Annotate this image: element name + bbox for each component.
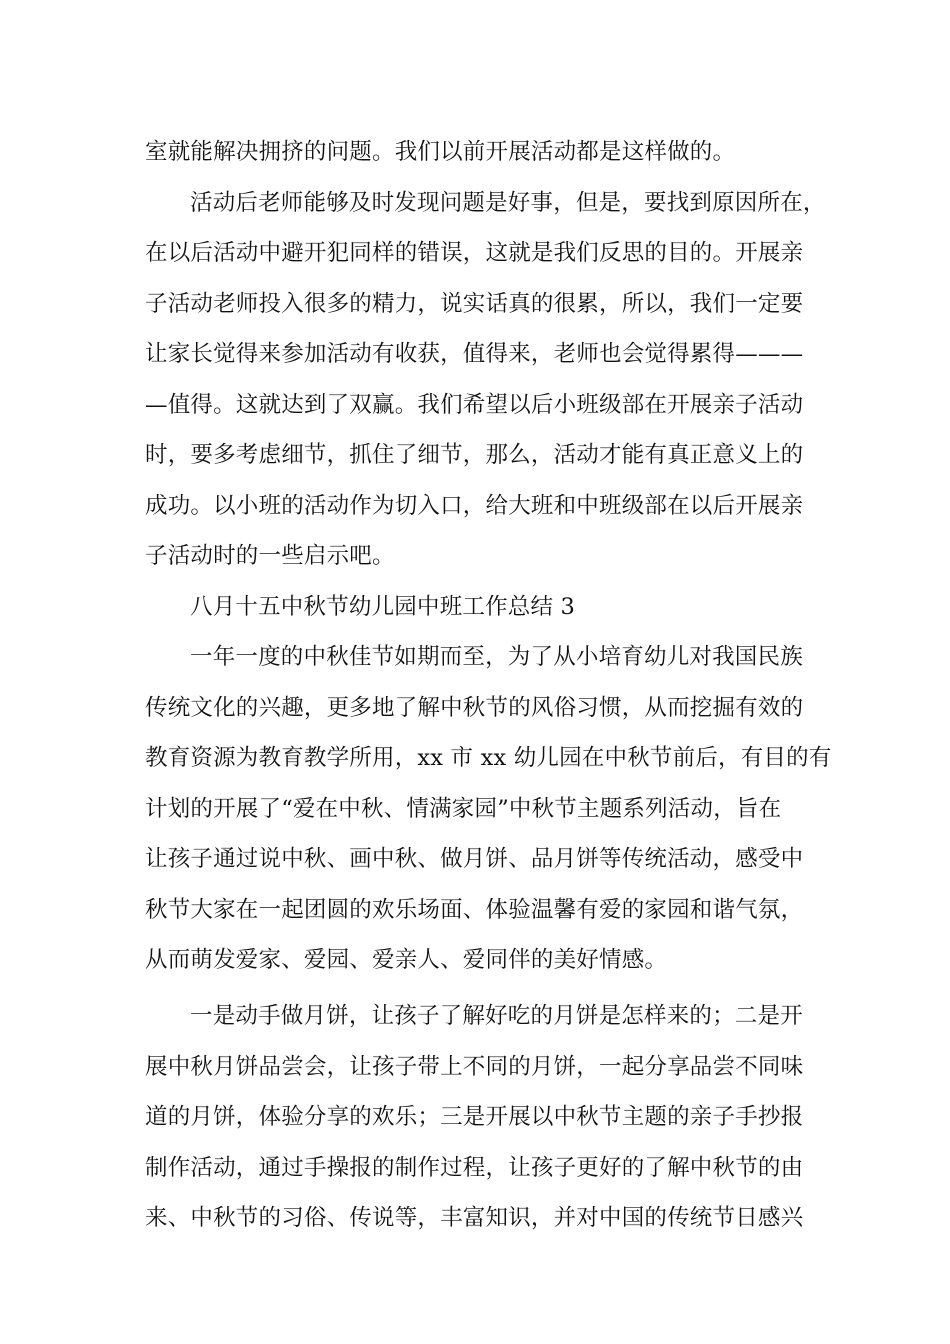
text-line: 让孩子通过说中秋、画中秋、做月饼、品月饼等传统活动，感受中 [145, 846, 804, 872]
text-line: 制作活动，通过手操报的制作过程，让孩子更好的了解中秋节的由 [145, 1155, 804, 1181]
text-line: 秋节大家在一起团圆的欢乐场面、体验温馨有爱的家园和谐气氛， [145, 897, 804, 923]
text-line: 来、中秋节的习俗、传说等，丰富知识，并对中国的传统节日感兴 [145, 1205, 804, 1231]
text-line: 子活动老师投入很多的精力，说实话真的很累，所以，我们一定要 [145, 291, 804, 317]
text-line: 计划的开展了“爱在中秋、情满家园”中秋节主题系列活动，旨在 [145, 796, 782, 822]
text-line: 道的月饼，体验分享的欢乐；三是开展以中秋节主题的亲子手抄报 [145, 1104, 804, 1130]
text-line: 子活动时的一些启示吧。 [145, 543, 395, 569]
paragraph-start-line: 一年一度的中秋佳节如期而至，为了从小培育幼儿对我国民族 [190, 644, 803, 670]
text-line: 室就能解决拥挤的问题。我们以前开展活动都是这样做的。 [145, 139, 736, 165]
text-line: 展中秋月饼品尝会，让孩子带上不同的月饼，一起分享品尝不同味 [145, 1054, 804, 1080]
text-line: 在以后活动中避开犯同样的错误，这就是我们反思的目的。开展亲 [145, 240, 804, 266]
paragraph-start-line: 一是动手做月饼，让孩子了解好吃的月饼是怎样来的；二是开 [190, 1003, 803, 1029]
paragraph-start-line: 活动后老师能够及时发现问题是好事，但是，要找到原因所在， [190, 190, 826, 216]
text-line: 时，要多考虑细节，抓住了细节，那么，活动才能有真正意义上的 [145, 442, 804, 468]
text-line: —值得。这就达到了双赢。我们希望以后小班级部在开展亲子活动 [145, 392, 804, 418]
section-heading: 八月十五中秋节幼儿园中班工作总结 3 [190, 594, 576, 620]
text-line: 传统文化的兴趣，更多地了解中秋节的风俗习惯，从而挖掘有效的 [145, 695, 804, 721]
text-line: 让家长觉得来参加活动有收获，值得来，老师也会觉得累得——— [145, 341, 804, 367]
text-line: 教育资源为教育教学所用，xx 市 xx 幼儿园在中秋节前后，有目的有 [145, 745, 832, 771]
text-line: 从而萌发爱家、爱园、爱亲人、爱同伴的美好情感。 [145, 947, 668, 973]
text-line: 成功。以小班的活动作为切入口，给大班和中班级部在以后开展亲 [145, 493, 804, 519]
